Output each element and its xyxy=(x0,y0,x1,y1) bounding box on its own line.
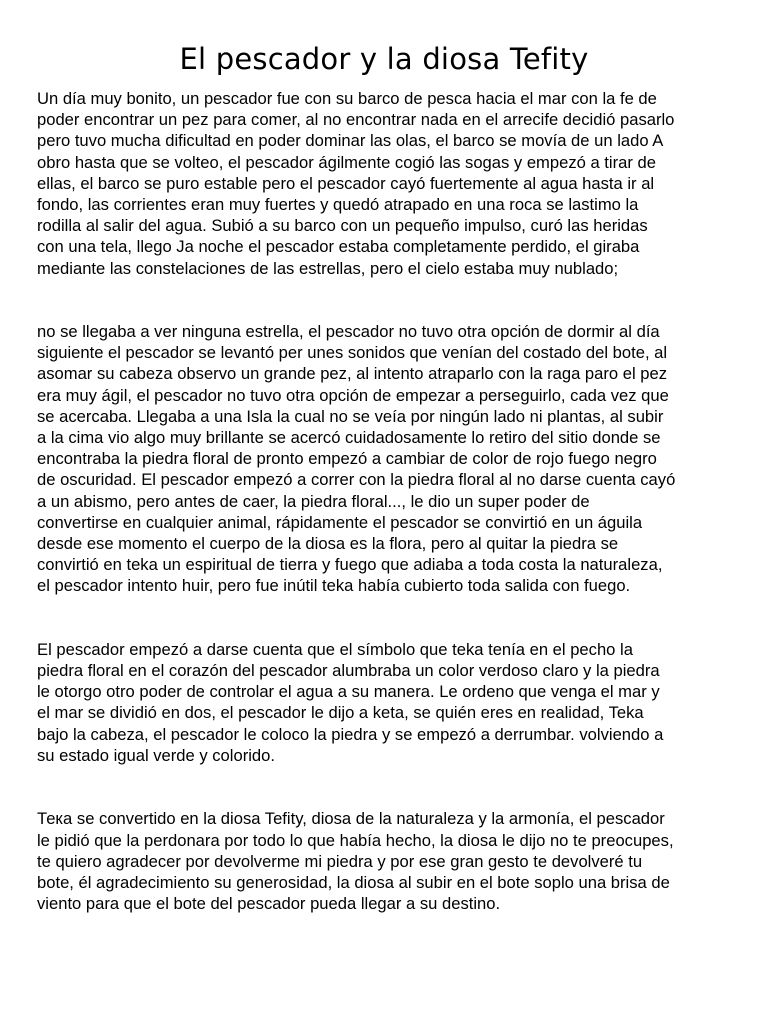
text-line: bajo la cabeza, el pescador le coloco la piedra y se empezó a derrumbar. volviendo a xyxy=(37,724,664,744)
document-title: El pescador y la diosa Tefity xyxy=(179,42,589,76)
text-line: Un día muy bonito, un pescador fue con su barco de pesca hacia el mar con la fe de xyxy=(37,89,657,108)
text-line: El pescador empezó a darse cuenta que el símbolo que teka tenía en el pecho la xyxy=(37,639,633,659)
text-line: pero tuvo mucha dificultad en poder dominar las olas, el barco se movía de un lado A xyxy=(37,131,664,151)
paragraph-3 xyxy=(37,639,737,766)
text-line: obro hasta que se volteo, el pescador ágilmente cogió las sogas y empezó a tirar de xyxy=(37,152,656,172)
text-line: asomar su cabeza observo un grande pez, al intento atraparlo con la raga paro el pez xyxy=(37,364,668,384)
text-line: desde ese momento el cuerpo de la diosa es la flora, pero al quitar la piedra se xyxy=(37,533,619,553)
text-line: a la cima vio algo muy brillante se acercó cuidadosamente lo retiro del sitio donde se xyxy=(37,428,661,448)
document-body xyxy=(37,88,737,957)
paragraph-1 xyxy=(37,88,737,279)
text-line: su estado igual verde y colorido. xyxy=(37,745,275,765)
text-line: te quiero agradecer por devolverme mi piedra y por ese gran gesto te devolveré tu xyxy=(37,851,643,871)
text-line: Тека se convertido en la diosa Tefity, diosa de la naturaleza y la armonía, el pescador xyxy=(37,809,665,829)
paragraph-2 xyxy=(37,321,737,596)
text-line: encontraba la piedra floral de pronto empezó a cambiar de color de rojo fuego negro xyxy=(37,449,657,469)
text-line: con una tela, llego Ja noche el pescador estaba completamente perdido, el giraba xyxy=(37,237,640,257)
text-line: convertirse en cualquier animal, rápidamente el pescador se convirtió en un águila xyxy=(37,512,643,532)
text-line: viento para que el bote del pescador pueda llegar a su destino. xyxy=(37,894,501,914)
paragraph-4 xyxy=(37,808,737,914)
text-line: piedra floral en el corazón del pescador alumbraba un color verdoso claro y la piedra xyxy=(37,661,660,681)
text-line: ellas, el barco se puro estable pero el pescador cayó fuertemente al agua hasta ir al xyxy=(37,173,655,193)
text-line: le pidió que la perdonara por todo lo que había hecho, la diosa le dijo no te preocupes, xyxy=(37,830,674,850)
text-line: se acercaba. Llegaba a una Isla la cual no se veía por ningún lado ni plantas, al subir xyxy=(37,406,664,426)
text-line: rodilla al salir del agua. Subió a su barco con un pequeño impulso, curó las heridas xyxy=(37,216,648,236)
text-line: de oscuridad. El pescador empezó a correr con la piedra floral al no darse cuenta cayó xyxy=(37,470,676,490)
text-line: no se llegaba a ver ninguna estrella, el pescador no tuvo otra opción de dormir al día xyxy=(37,322,660,342)
text-line: era muy ágil, el pescador no tuvo otra opción de empezar a perseguirlo, cada vez que xyxy=(37,385,669,405)
text-line: convirtió en teka un espiritual de tierra y fuego que adiaba a toda costa la naturaleza, xyxy=(37,555,663,575)
text-line: bote, él agradecimiento su generosidad, la diosa al subir en el bote soplo una brisa de xyxy=(37,872,670,892)
text-line: mediante las constelaciones de las estrellas, pero el cielo estaba muy nublado; xyxy=(37,258,619,278)
text-line: fondo, las corrientes eran muy fuertes y quedó atrapado en una roca se lastimo la xyxy=(37,194,639,214)
text-line: el mar se dividió en dos, el pescador le dijo a keta, se quién eres en realidad, Teka xyxy=(37,703,644,723)
text-line: poder encontrar un pez para comer, al no encontrar nada en el arrecife decidió pasarlo xyxy=(37,110,675,130)
text-line: siguiente el pescador se levantó per unes sonidos que venían del costado del bote, al xyxy=(37,343,668,363)
text-line: el pescador intento huir, pero fue inútil teka había cubierto toda salida con fuego. xyxy=(37,576,631,596)
text-line: le otorgo otro poder de controlar el agua a su manera. Le ordeno que venga el mar y xyxy=(37,682,660,702)
text-line: a un abismo, pero antes de caer, la piedra floral..., le dio un super poder de xyxy=(37,491,590,511)
